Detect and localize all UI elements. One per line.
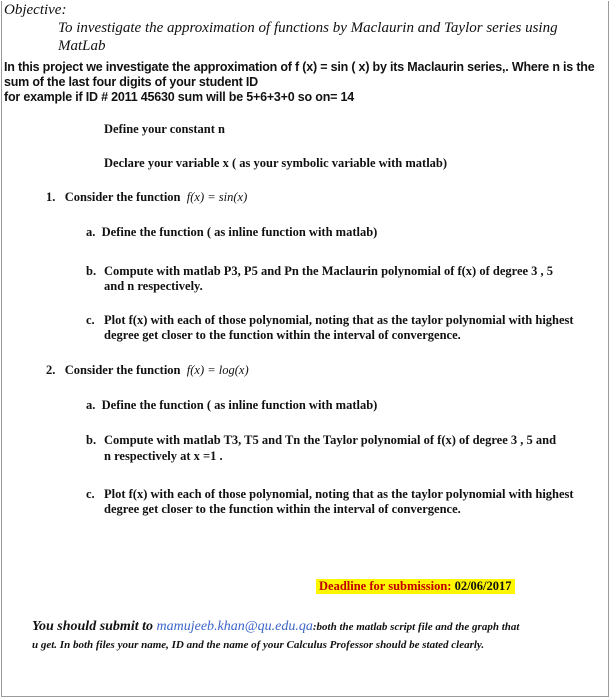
q2-number: 2.: [46, 363, 56, 377]
submission-line2: u get. In both files your name, ID and the name of your Calculus Professor should be stated clearly.: [32, 639, 485, 651]
q1-c-line1: Plot f(x) with each of those polynomial, noting that as the taylor polynomial with highest: [104, 313, 574, 327]
q1-c-line2: degree get closer to the function within the interval of convergence.: [104, 328, 461, 342]
submission-rest: :both the matlab script file and the graph that: [312, 621, 520, 633]
deadline-label: Deadline for submission:: [319, 579, 452, 593]
q2-b-label: b.: [86, 433, 97, 447]
objective-title-line1: To investigate the approximation of functions by Maclaurin and Taylor series using: [58, 20, 558, 36]
q2-c-label: c.: [86, 487, 95, 501]
q1-function: f(x) = sin(x): [186, 190, 248, 204]
q1-item-a: [86, 225, 377, 240]
q2-b-line1: Compute with matlab T3, T5 and Tn the Taylor polynomial of f(x) of degree 3 , 5 and: [104, 433, 557, 447]
q1-b-line2: and n respectively.: [104, 279, 203, 293]
declare-variable-step: Declare your variable x ( as your symbolic variable with matlab): [104, 156, 448, 170]
submission-line1: [32, 619, 519, 635]
intro-line2: sum of the last four digits of your student ID: [4, 75, 258, 89]
q2-function: f(x) = log(x): [186, 363, 249, 377]
q1-text: Consider the function: [64, 190, 181, 204]
submission-email-link[interactable]: mamujeeb.khan@qu.edu.qa: [156, 619, 313, 634]
intro-line3: for example if ID # 2011 45630 sum will be 5+6+3+0 so on= 14: [4, 90, 355, 104]
q1-number: 1.: [46, 190, 56, 204]
q1-a-text: Define the function ( as inline function with matlab): [101, 225, 378, 239]
q2-a-text: Define the function ( as inline function with matlab): [101, 398, 378, 412]
page-border: [1, 1, 609, 697]
q2-c-line2: degree get closer to the function within the interval of convergence.: [104, 502, 461, 516]
q1-a-label: a.: [86, 225, 96, 239]
q2-b-line2: n respectively at x =1 .: [104, 449, 223, 463]
deadline-banner: [316, 579, 515, 594]
q2-heading: [46, 363, 249, 378]
submission-prefix: You should submit to: [32, 619, 153, 634]
q1-c-label: c.: [86, 313, 95, 327]
objective-heading: Objective:: [4, 2, 67, 18]
objective-title-line2: MatLab: [58, 38, 106, 54]
q1-heading: [46, 190, 247, 205]
q2-text: Consider the function: [64, 363, 181, 377]
q2-a-label: a.: [86, 398, 96, 412]
q1-b-label: b.: [86, 264, 97, 278]
q2-c-line1: Plot f(x) with each of those polynomial, noting that as the taylor polynomial with highest: [104, 487, 574, 501]
q1-b-line1: Compute with matlab P3, P5 and Pn the Maclaurin polynomial of f(x) of degree 3 , 5: [104, 264, 554, 278]
intro-line1: In this project we investigate the approximation of f (x) = sin ( x) by its Maclaurin series,. Where n is the: [4, 60, 595, 74]
deadline-date: 02/06/2017: [454, 579, 512, 593]
q2-item-a: [86, 398, 377, 413]
define-constant-step: Define your constant n: [104, 122, 225, 136]
